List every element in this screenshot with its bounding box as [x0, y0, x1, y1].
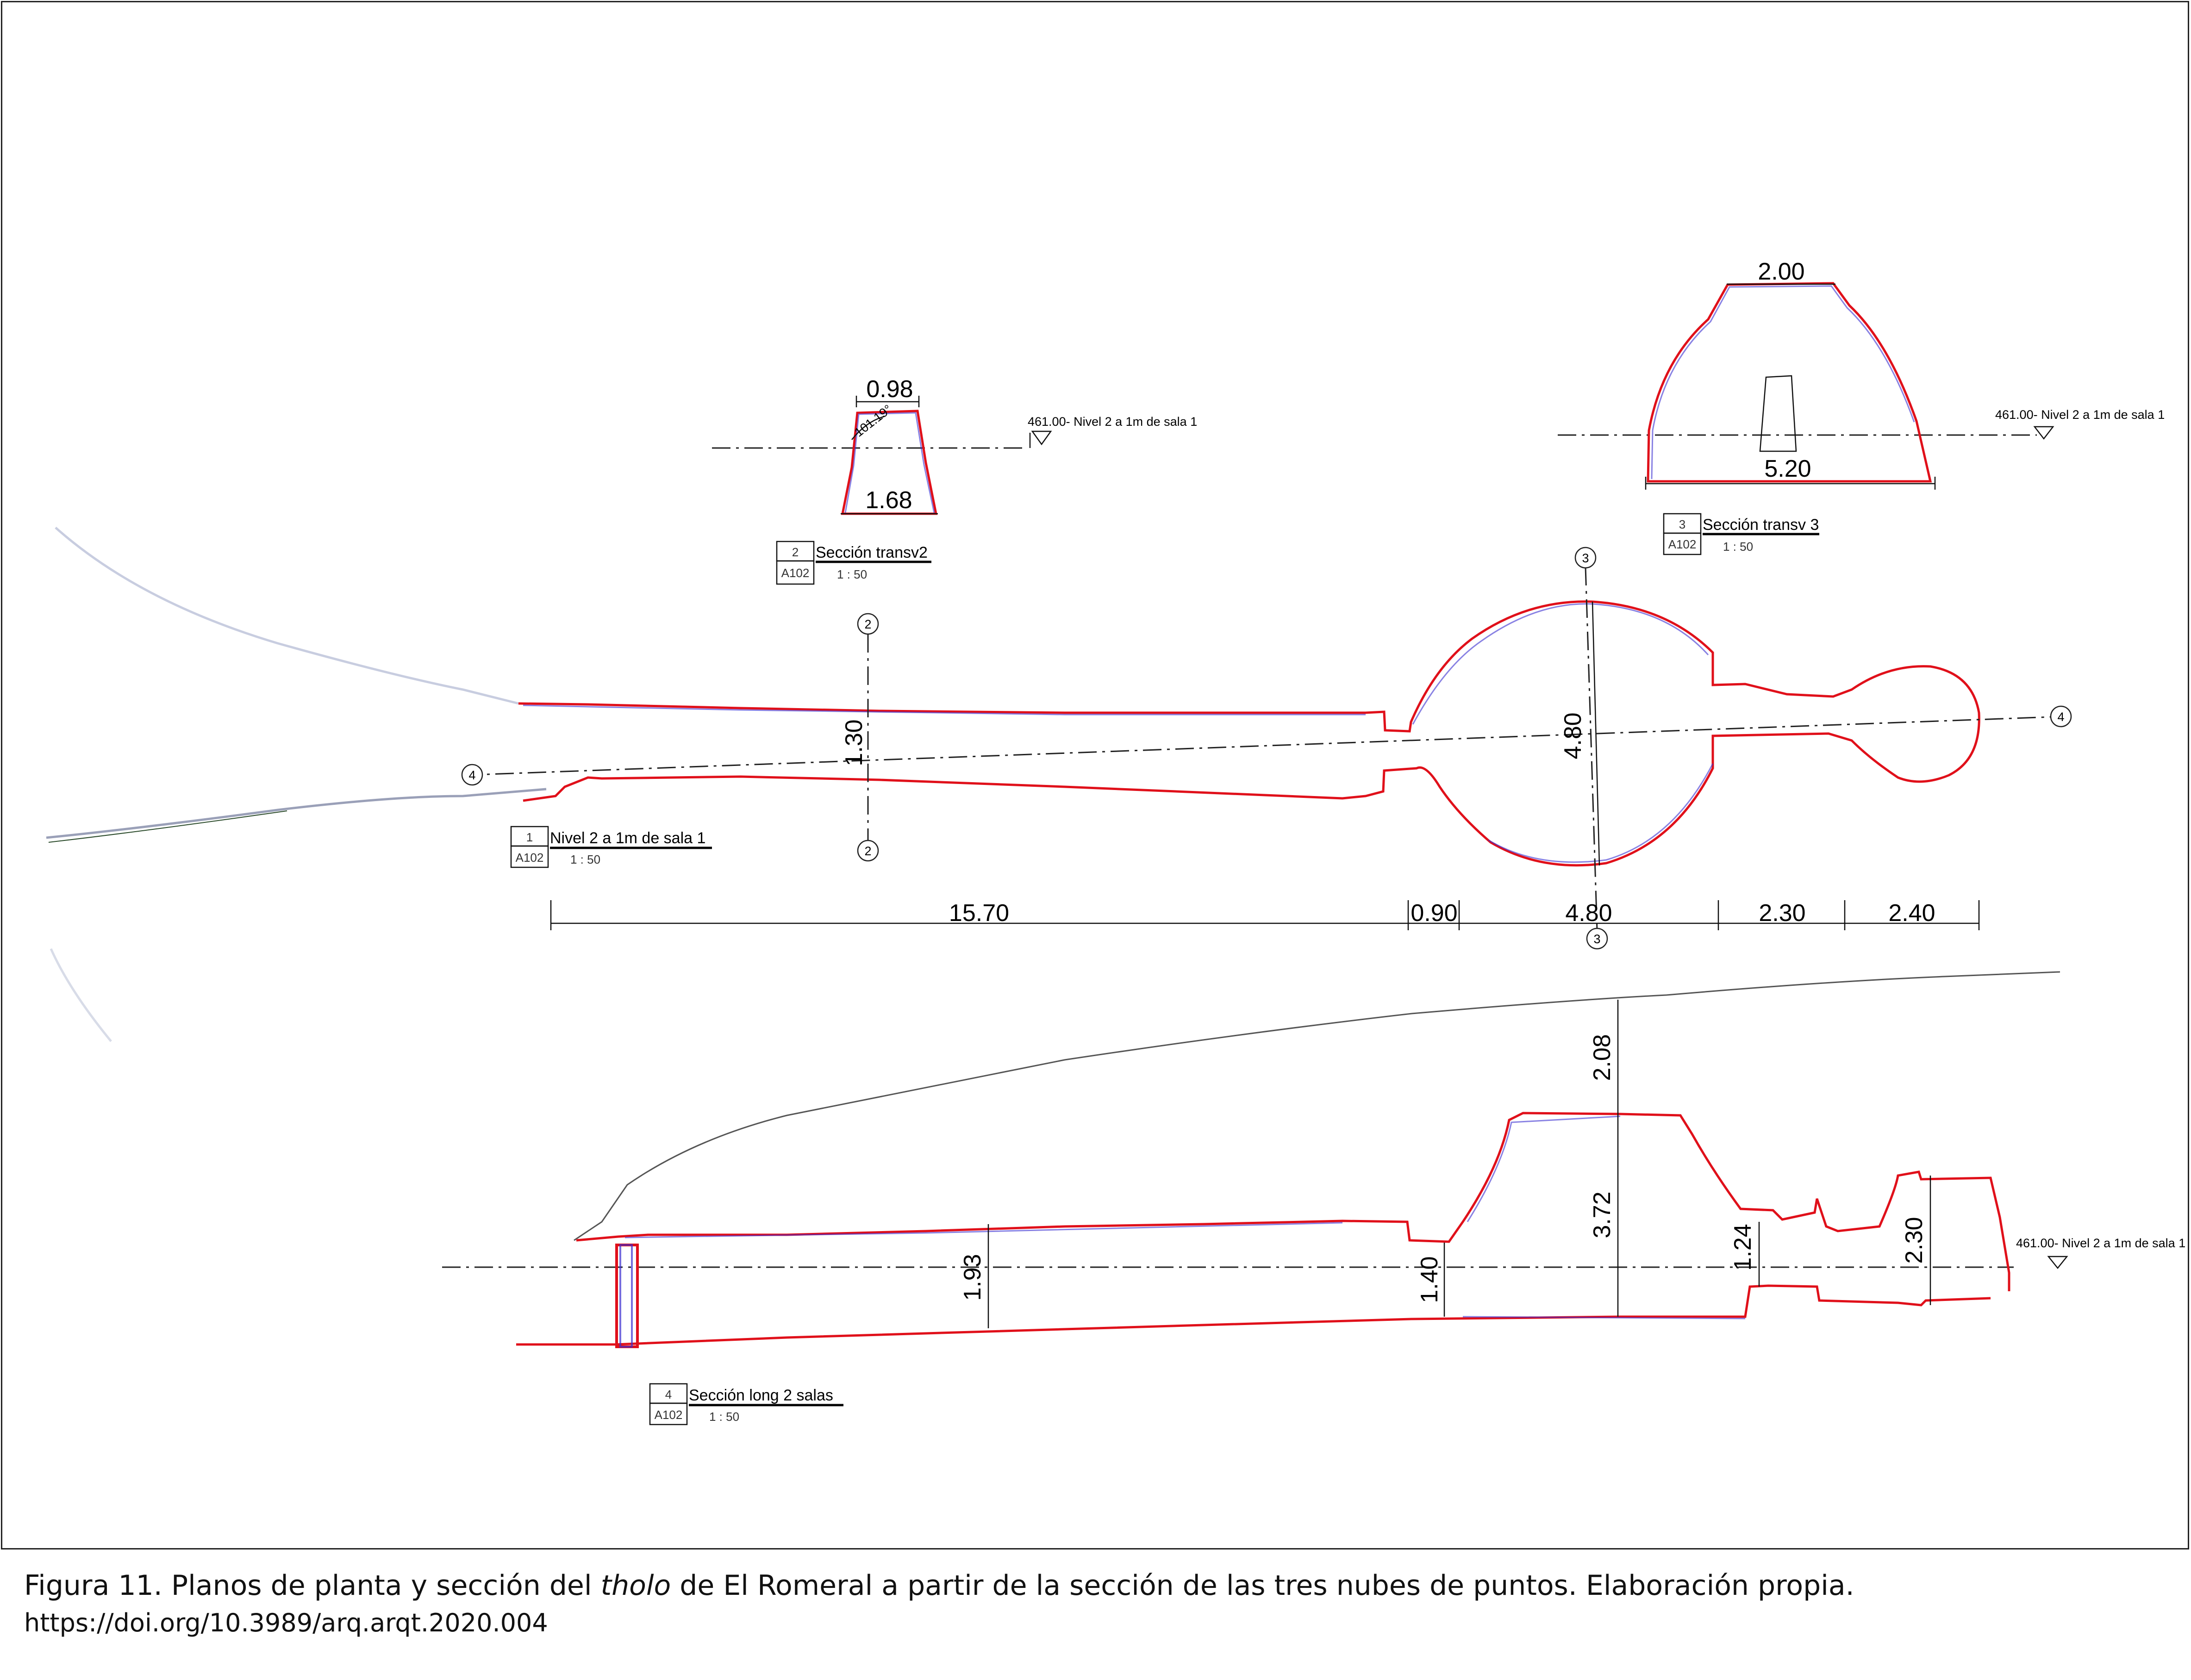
- terrain-profile: [574, 972, 2060, 1240]
- svg-text:4: 4: [468, 768, 476, 782]
- section-transv3: [1558, 258, 2165, 554]
- section-transv3-title: Sección transv 3: [1703, 516, 1819, 534]
- level-label-transv3: 461.00- Nivel 2 a 1m de sala 1: [1995, 408, 2165, 422]
- plan-chamber-diameter-dim: 4.80: [1560, 712, 1586, 759]
- plan-scale: 1 : 50: [570, 852, 601, 866]
- plan-corridor-width-dim: 1.30: [841, 719, 868, 766]
- long-section-number: 4: [665, 1388, 672, 1401]
- axis-marker-2-bottom: [858, 840, 878, 861]
- axis-marker-2-top: [858, 614, 878, 634]
- caption-doi-link[interactable]: https://doi.org/10.3989/arq.arqt.2020.004: [24, 1608, 548, 1637]
- plan-sheet: A102: [515, 851, 544, 865]
- section-transv2-scale: 1 : 50: [837, 567, 868, 581]
- svg-text:4: 4: [2057, 710, 2065, 724]
- axis-marker-3-top: [1575, 548, 1596, 568]
- svg-text:2: 2: [864, 617, 872, 631]
- section-transv2-title: Sección transv2: [816, 544, 928, 561]
- section-transv2-bottom-dim: 1.68: [865, 487, 912, 514]
- section-long-floor: [516, 1286, 1991, 1344]
- plan-dim-1: 15.70: [949, 900, 1010, 927]
- plan-title: Nivel 2 a 1m de sala 1: [550, 829, 706, 847]
- axis-marker-4-right: [2051, 706, 2071, 727]
- caption-italic: tholo: [600, 1569, 671, 1602]
- section-transv2-sheet: A102: [781, 566, 810, 580]
- section-transv3-number: 3: [1679, 517, 1686, 531]
- section-transv3-top-dim: 2.00: [1758, 258, 1805, 285]
- long-dim-corridor-h: 1.93: [959, 1254, 986, 1301]
- long-section-title: Sección long 2 salas: [689, 1387, 833, 1404]
- svg-text:3: 3: [1582, 551, 1589, 565]
- section-transv2-angle: 101.19°: [852, 402, 895, 440]
- long-dim-chamber2-h: 3.72: [1589, 1191, 1616, 1238]
- plan-dim-3: 4.80: [1565, 900, 1612, 927]
- caption-prefix: Figura 11. Planos de planta y sección del: [24, 1569, 601, 1602]
- axis-marker-4-left: [462, 765, 482, 785]
- section-long-ceiling: [576, 1113, 2009, 1291]
- level-label-transv2: 461.00- Nivel 2 a 1m de sala 1: [1028, 415, 1198, 429]
- plan-dim-2: 0.90: [1411, 900, 1458, 927]
- svg-text:2: 2: [864, 844, 872, 858]
- plan-dim-4: 2.30: [1759, 900, 1806, 927]
- long-dim-passage-h: 1.24: [1729, 1224, 1756, 1271]
- long-section-sheet: A102: [654, 1408, 683, 1422]
- section-transv3-sheet: A102: [1668, 537, 1697, 551]
- long-dim-cover: 2.08: [1589, 1034, 1616, 1081]
- plan-dim-5: 2.40: [1888, 900, 1935, 927]
- long-dim-chamber3-h: 2.30: [1901, 1217, 1928, 1264]
- section-longitudinal: [442, 972, 2185, 1425]
- plan-corridor-upper-wall: [515, 602, 1979, 865]
- section-transv3-scale: 1 : 50: [1723, 540, 1754, 554]
- section-transv2-number: 2: [792, 545, 799, 559]
- plan-dimension-chain: [551, 900, 1979, 930]
- long-section-scale: 1 : 50: [709, 1410, 740, 1424]
- axis-marker-3-bottom: [1587, 928, 1607, 949]
- section-transv2-top-dim: 0.98: [866, 376, 913, 403]
- section-transv3-bottom-dim: 5.20: [1764, 455, 1811, 482]
- caption-suffix: de El Romeral a partir de la sección de las tres nubes de puntos. Elaboración propia.: [671, 1569, 1854, 1602]
- svg-text:3: 3: [1593, 932, 1601, 946]
- plan-view: [46, 528, 2071, 1041]
- caption-text: [24, 1567, 2172, 1605]
- figure-caption: [24, 1567, 2172, 1642]
- section-transv2: [712, 376, 1197, 584]
- long-dim-chamber1-h: 1.40: [1416, 1256, 1443, 1303]
- level-label-long: 461.00- Nivel 2 a 1m de sala 1: [2016, 1236, 2186, 1250]
- plan-number: 1: [526, 830, 533, 844]
